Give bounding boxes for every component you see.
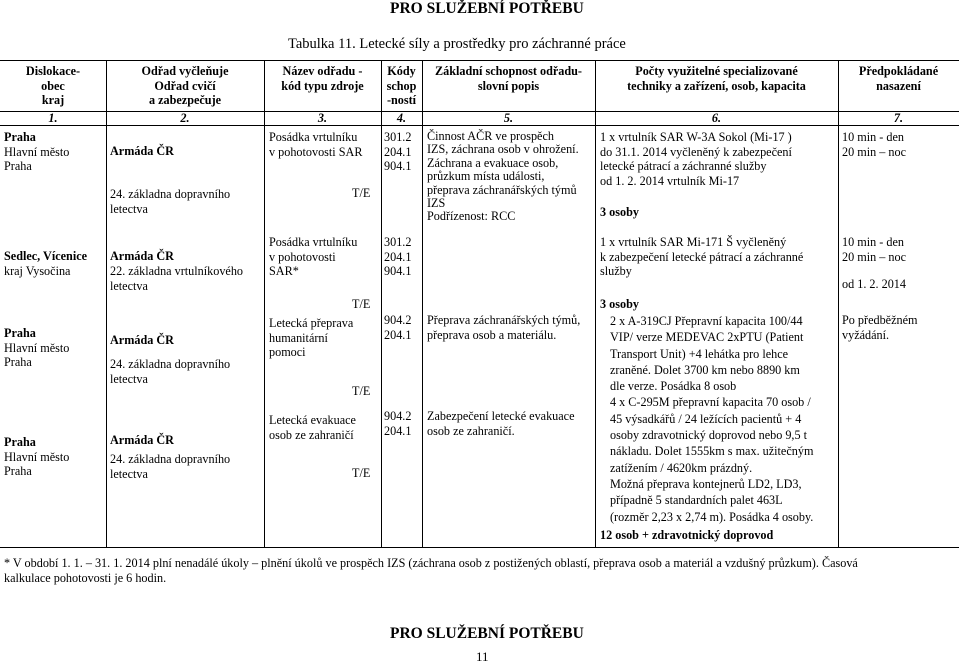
col-divider-4: [422, 60, 423, 547]
table-top-rule: [0, 60, 959, 61]
col-header-deployment: Předpokládané nasazení: [858, 64, 939, 93]
table-title: Tabulka 11. Letecké síly a prostředky pro záchranné práce: [288, 36, 626, 52]
row2-persons: 3 osoby: [600, 297, 639, 311]
row4-team: Letecká evakuace osob ze zahraničí: [269, 413, 356, 442]
row3-team-tag: T/E: [352, 384, 371, 398]
row1-team: Posádka vrtulníku v pohotovosti SAR: [269, 130, 363, 159]
row1-capability: Činnost AČR ve prospěch IZS, záchrana osob v ohrožení. Záchrana a evakuace osob, průzkum místa události, přeprava záchranářských týmů IZS Podřízenost: RCC: [427, 129, 579, 224]
row2-deployment: 10 min - den 20 min – noc od 1. 2. 2014: [842, 235, 906, 291]
row4-capability: Zabezpečení letecké evakuace osob ze zahraničí.: [427, 409, 575, 438]
row4-unit-name: Armáda ČR: [110, 433, 174, 447]
row1-deployment: 10 min - den 20 min – noc: [842, 130, 906, 159]
col-number: 2.: [180, 111, 190, 125]
row3-codes: 904.2 204.1: [384, 313, 412, 342]
classification-header: PRO SLUŽEBNÍ POTŘEBU: [390, 0, 584, 17]
col-header-capability: Základní schopnost odřadu- slovní popis: [435, 64, 582, 93]
col-number: 6.: [711, 111, 722, 125]
col-header-codes: Kódy schop -ností: [386, 64, 417, 107]
page-number: 11: [476, 649, 489, 664]
col-number: 3.: [317, 111, 328, 125]
personnel-note: 12 osob + zdravotnický doprovod: [600, 528, 774, 542]
col-number: 1.: [48, 111, 58, 125]
row1-team-tag: T/E: [352, 186, 371, 200]
row1-resources: 1 x vrtulník SAR W-3A Sokol (Mi-17 ) do 31.1. 2014 vyčleněný k zabezpečení letecké pátrací a záchranné služby od 1. 2. 2014 vrtulník Mi-17: [600, 130, 792, 188]
col-header-location: Dislokace- obec kraj: [25, 64, 81, 107]
row3-team: Letecká přeprava humanitární pomoci: [269, 316, 354, 359]
row1-location: Praha Hlavní město Praha: [4, 130, 70, 173]
row1-persons: 3 osoby: [600, 205, 639, 219]
row3-location: Praha Hlavní město Praha: [4, 326, 70, 369]
row2-resources: 1 x vrtulník SAR Mi-171 Š vyčleněný k zabezpečení letecké pátrací a záchranné služby: [600, 235, 804, 278]
row1-unit-sub: 24. základna dopravního letectva: [110, 187, 231, 216]
row3-unit-name: Armáda ČR: [110, 333, 174, 347]
table-bottom-rule: [0, 547, 959, 548]
footnote: * V období 1. 1. – 31. 1. 2014 plní nenadálé úkoly – plnění úkolů ve prospěch IZS (záchrana osob z postižených oblastí, přeprava osob a materiál a vzdušný průzkum). Časová kalkulace pohotovosti je 6 hodin.: [4, 556, 858, 585]
row2-unit-name: Armáda ČR: [110, 249, 174, 263]
col-number: 4.: [396, 111, 407, 125]
col-number: 7.: [893, 111, 904, 125]
row1-unit-name: Armáda ČR: [110, 144, 174, 158]
row3-unit-sub: 24. základna dopravního letectva: [110, 357, 231, 386]
row1-codes: 301.2 204.1 904.1: [384, 130, 412, 173]
col-number: 5.: [503, 111, 514, 125]
row2-team: Posádka vrtulníku v pohotovosti SAR*: [269, 235, 358, 278]
classification-footer: PRO SLUŽEBNÍ POTŘEBU: [390, 625, 584, 642]
row3-capability: Přeprava záchranářských týmů, přeprava osob a materiálu.: [427, 313, 581, 342]
row2-team-tag: T/E: [352, 297, 371, 311]
col-header-unit: Odřad vyčleňuje Odřad cvičí a zabezpečuje: [141, 64, 229, 107]
row2-codes: 301.2 204.1 904.1: [384, 235, 412, 278]
row2-location: Sedlec, Vícenice kraj Vysočina: [4, 249, 88, 278]
row4-location: Praha Hlavní město Praha: [4, 435, 70, 478]
row4-team-tag: T/E: [352, 466, 371, 480]
col-divider-3: [381, 60, 382, 547]
col-divider-1: [106, 60, 107, 547]
row4-unit-sub: 24. základna dopravního letectva: [110, 452, 231, 481]
row2-unit-sub: 22. základna vrtulníkového letectva: [110, 264, 244, 293]
col-divider-2: [264, 60, 265, 547]
row3-resources: 2 x A-319CJ Přepravní kapacita 100/44 VIP/ verze MEDEVAC 2xPTU (Patient Transport Unit) +4 lehátka pro lehce zraněné. Dolet 3700 km nebo 8890 km dle verze. Posádka 8 osob 4 x C-295M přepravní kapacita 70 osob / 45 výsadkářů / 24 ležících pacientů + 4 osoby zdravotnický doprovod nebo 9,5 t nákladu. Dolet 1555km s max. užitečným zatížením / 4620km prázdný. Možná přeprava kontejnerů LD2, LD3, případně 5 standardních palet 463L (rozměr 2,23 x 2,74 m). Posádka 4 osoby.: [610, 314, 814, 524]
col-header-team: Název odřadu - kód typu zdroje: [281, 64, 364, 93]
col-header-resources: Počty využitelné specializované techniky a zařízení, osob, kapacita: [627, 64, 806, 93]
col-divider-6: [838, 60, 839, 547]
row3-deployment: Po předběžném vyžádání.: [842, 313, 918, 342]
col-divider-5: [595, 60, 596, 547]
row4-codes: 904.2 204.1: [384, 409, 412, 438]
